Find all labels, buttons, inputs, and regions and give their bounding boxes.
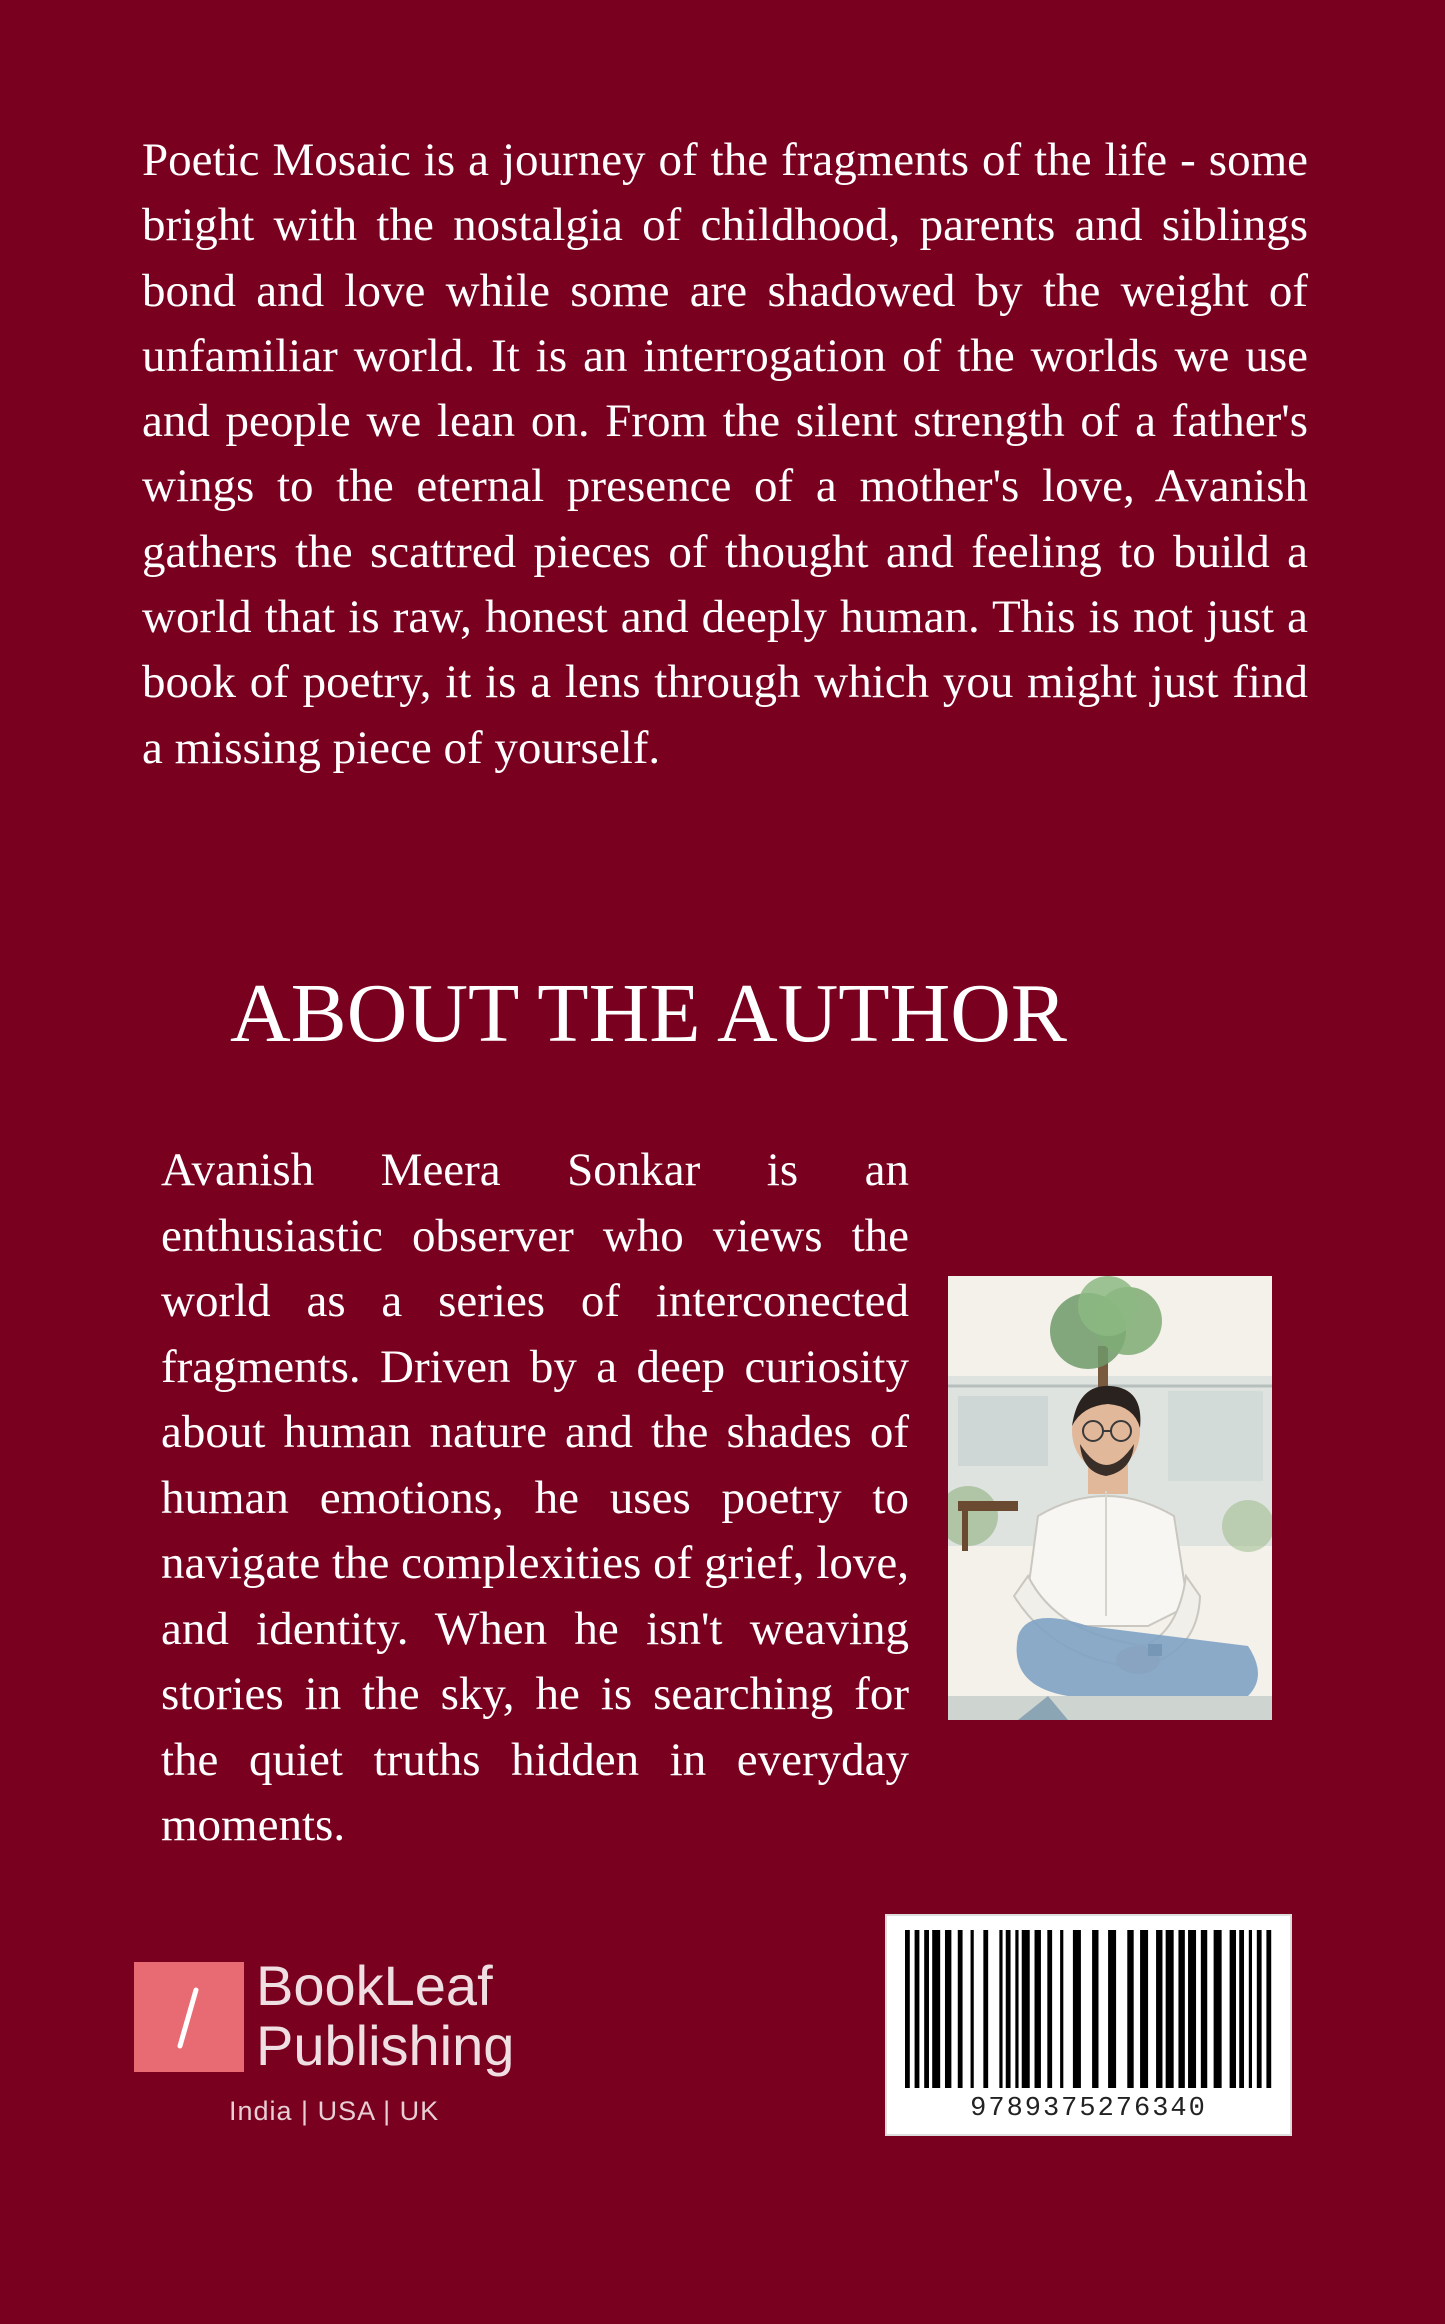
isbn-barcode	[885, 1914, 1292, 2136]
barcode-bar	[1257, 1930, 1262, 2088]
barcode-bar	[1108, 1930, 1116, 2088]
barcode-bar	[983, 1930, 988, 2088]
about-author-heading: ABOUT THE AUTHOR	[230, 967, 1067, 1060]
barcode-bar	[1188, 1930, 1196, 2088]
barcode-bar	[1140, 1930, 1148, 2088]
barcode-bar	[1156, 1930, 1162, 2088]
barcode-bar	[1022, 1930, 1030, 2088]
publisher-regions: India | USA | UK	[229, 2096, 440, 2126]
barcode-bar	[1266, 1930, 1271, 2088]
barcode-bar	[1006, 1930, 1011, 2088]
barcode-bar	[1047, 1930, 1052, 2088]
barcode-bar	[932, 1930, 940, 2088]
barcode-bar	[1015, 1930, 1018, 2088]
barcode-bar	[915, 1930, 920, 2088]
barcode-bar	[1073, 1930, 1081, 2088]
barcode-bar	[1239, 1930, 1244, 2088]
barcode-bar	[1201, 1930, 1207, 2088]
barcode-bar	[1092, 1930, 1098, 2088]
barcode-bar	[1249, 1930, 1252, 2088]
author-bio: Avanish Meera Sonkar is an enthusiastic observer who views the world as a series of interconected fragments. Driven by a deep curiosity about human nature and the shades of human emotions, he uses poetry to navigate the complexities of grief, love, and identity. When he isn't weaving stories in the sky, he is searching for the quiet truths hidden in everyday moments.	[161, 1144, 909, 1851]
slash-mark-icon	[134, 1962, 244, 2072]
barcode-bar	[971, 1930, 974, 2088]
publisher-name-line1: BookLeaf	[256, 1954, 493, 2017]
barcode-bar	[924, 1930, 929, 2088]
barcode-bar	[905, 1930, 910, 2088]
author-portrait-illustration	[948, 1276, 1272, 1720]
barcode-bar	[1230, 1930, 1236, 2088]
barcode-bar	[1166, 1930, 1174, 2088]
barcode-bar	[958, 1930, 963, 2088]
author-portrait-svg	[948, 1276, 1272, 1720]
barcode-bar	[1035, 1930, 1041, 2088]
barcode-bar	[1127, 1930, 1133, 2088]
publisher-name	[256, 1956, 514, 2076]
publisher-logo	[134, 1954, 534, 2126]
barcode-bars	[905, 1930, 1276, 2088]
barcode-bar	[945, 1930, 951, 2088]
isbn-number: 9789375276340	[970, 2094, 1207, 2124]
book-blurb: Poetic Mosaic is a journey of the fragments of the life - some bright with the nostalgia of childhood, parents and siblings bond and love while some are shadowed by the weight of unfamiliar world. It is an interrogation of the worlds we use and people we lean on. From the silent strength of a father's wings to the eternal presence of a mother's love, Avanish gathers the scattred pieces of thought and feeling to build a world that is raw, honest and deeply human. This is not just a book of poetry, it is a lens through which you might just find a missing piece of yourself.	[142, 134, 1308, 774]
barcode-bar	[999, 1930, 1002, 2088]
barcode-bar	[1178, 1930, 1184, 2088]
barcode-bar	[1214, 1930, 1222, 2088]
barcode-bar	[1060, 1930, 1063, 2088]
publisher-name-line2: Publishing	[256, 2014, 515, 2077]
